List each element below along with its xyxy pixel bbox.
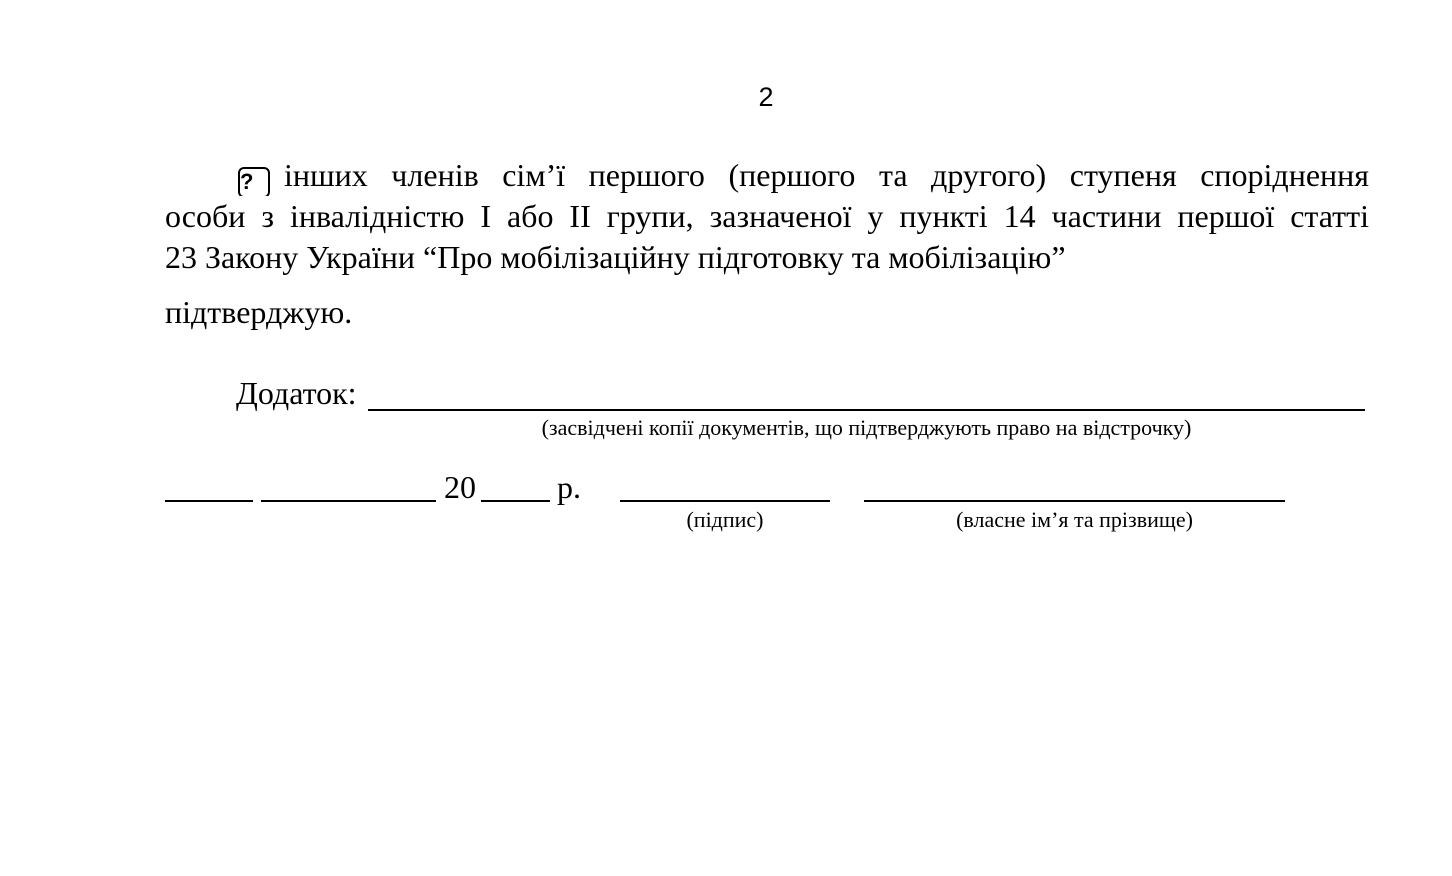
- date-year-suffix: р.: [557, 469, 581, 505]
- appendix-caption: (засвідчені копії документів, що підтверджують право на відстрочку): [541, 415, 1192, 440]
- paragraph-line-2: особи з інвалідністю I або II групи, зазначеної у пункті 14 частини першої статті: [165, 198, 1369, 234]
- date-year-blank[interactable]: [481, 500, 550, 502]
- paragraph-line-1: [165, 155, 1369, 196]
- name-caption: (власне ім’я та прізвище): [956, 507, 1193, 532]
- signature-blank[interactable]: [620, 500, 830, 502]
- date-year-prefix: 20: [444, 469, 476, 505]
- name-blank[interactable]: [864, 500, 1285, 502]
- paragraph-line-3: 23 Закону України “Про мобілізаційну підготовку та мобілізацію”: [165, 239, 1066, 275]
- page-number: 2: [758, 82, 774, 112]
- signature-caption: (підпис): [686, 507, 764, 532]
- appendix-fill-line[interactable]: [368, 409, 1365, 411]
- option-checkbox[interactable]: ?: [238, 167, 270, 196]
- deferral-reason-paragraph: [165, 155, 1369, 278]
- confirmation-text: підтверджую.: [165, 294, 353, 330]
- paragraph-line-1-text: інших членів сім’ї першого (першого та другого) ступеня споріднення: [284, 157, 1369, 193]
- date-day-blank[interactable]: [165, 500, 253, 502]
- date-month-blank[interactable]: [261, 500, 436, 502]
- appendix-label: Додаток:: [236, 375, 357, 411]
